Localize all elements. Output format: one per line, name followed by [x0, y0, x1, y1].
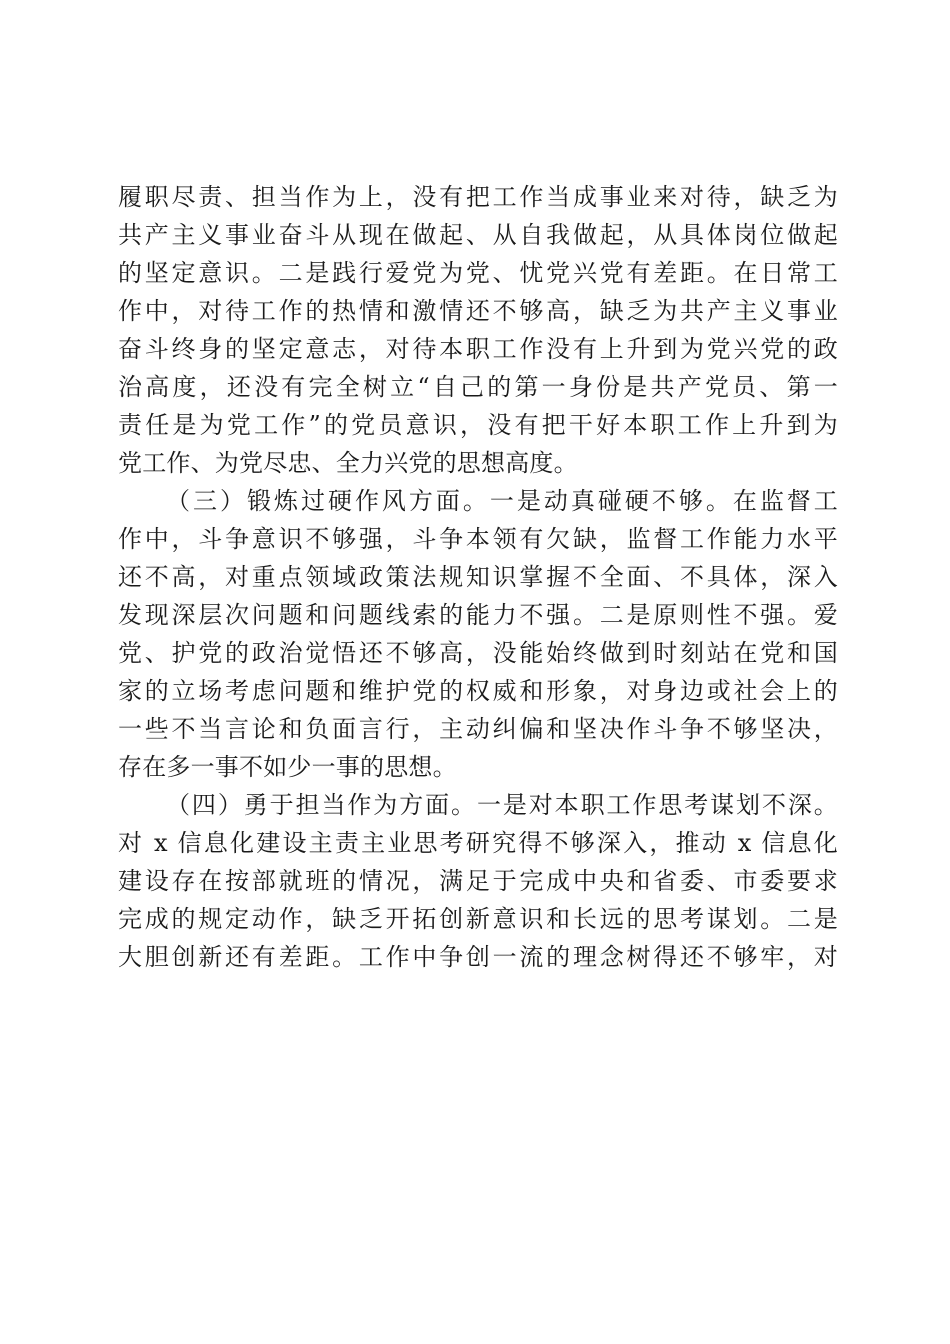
text-line: （四）勇于担当作为方面。一是对本职工作思考谋划不深。: [166, 791, 838, 819]
paragraph: [118, 786, 838, 976]
text-line: 党工作、为党尽忠、全力兴党的思想高度。: [118, 449, 578, 477]
text-line: 建设存在按部就班的情况，满足于完成中央和省委、市委要求: [118, 867, 838, 895]
text-line: 存在多一事不如少一事的思想。: [118, 753, 457, 781]
text-line: 作中，斗争意识不够强，斗争本领有欠缺，监督工作能力水平: [118, 525, 838, 553]
text-line: 治高度，还没有完全树立“自己的第一身份是共产党员、第一: [118, 373, 838, 401]
text-line: 大胆创新还有差距。工作中争创一流的理念树得还不够牢，对: [118, 943, 838, 971]
text-line: 的坚定意识。二是践行爱党为党、忧党兴党有差距。在日常工: [118, 259, 838, 287]
text-line: 履职尽责、担当作为上，没有把工作当成事业来对待，缺乏为: [118, 183, 838, 211]
text-line: （三）锻炼过硬作风方面。一是动真碰硬不够。在监督工: [166, 487, 838, 515]
body-text: [118, 178, 838, 976]
text-line: 还不高，对重点领域政策法规知识掌握不全面、不具体，深入: [118, 563, 838, 591]
paragraph: [118, 482, 838, 786]
text-line: 责任是为党工作”的党员意识，没有把干好本职工作上升到为: [118, 411, 838, 439]
text-line: 党、护党的政治觉悟还不够高，没能始终做到时刻站在党和国: [118, 639, 838, 667]
text-line: 发现深层次问题和问题线索的能力不强。二是原则性不强。爱: [118, 601, 838, 629]
text-line: 对 x 信息化建设主责主业思考研究得不够深入，推动 x 信息化: [118, 829, 838, 857]
text-line: 完成的规定动作，缺乏开拓创新意识和长远的思考谋划。二是: [118, 905, 838, 933]
text-line: 奋斗终身的坚定意志，对待本职工作没有上升到为党兴党的政: [118, 335, 838, 363]
text-line: 家的立场考虑问题和维护党的权威和形象，对身边或社会上的: [118, 677, 838, 705]
text-line: 作中，对待工作的热情和激情还不够高，缺乏为共产主义事业: [118, 297, 838, 325]
text-line: 一些不当言论和负面言行，主动纠偏和坚决作斗争不够坚决，: [118, 715, 838, 743]
paragraph: [118, 178, 838, 482]
text-line: 共产主义事业奋斗从现在做起、从自我做起，从具体岗位做起: [118, 221, 838, 249]
